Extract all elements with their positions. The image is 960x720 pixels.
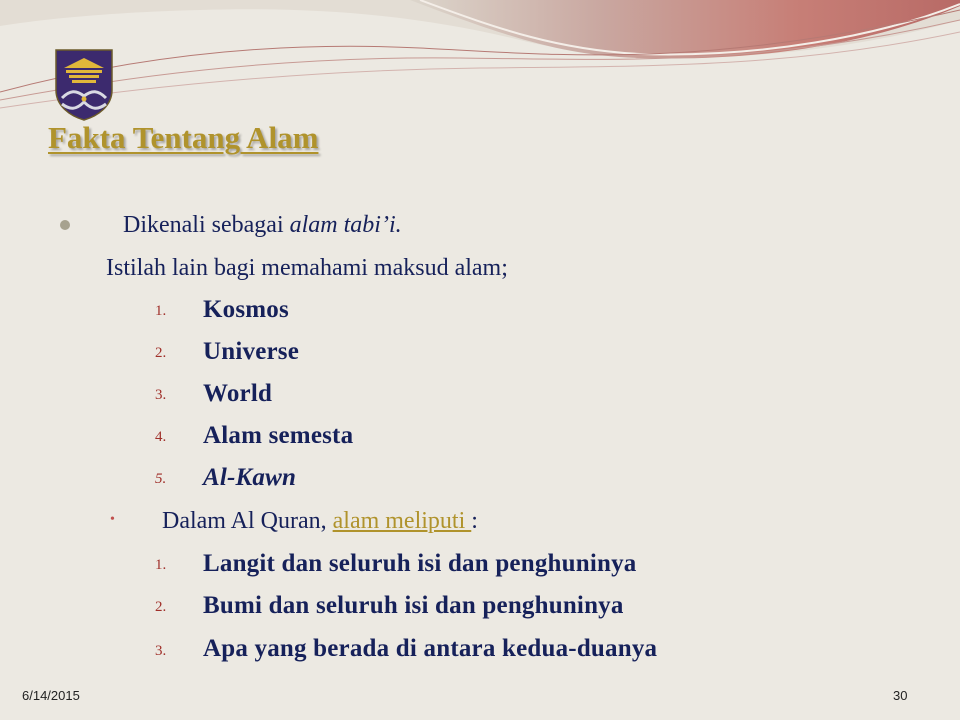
list-number: 4. [155,429,167,445]
list-number: 2. [155,345,167,361]
list-item: Kosmos [203,296,289,323]
subheading: Istilah lain bagi memahami maksud alam; [106,255,508,281]
quran-prefix: Dalam Al Quran, [162,508,333,534]
list-number: 1. [155,303,167,319]
list-number: 5. [155,471,167,487]
slide-title: Fakta Tentang Alam [48,120,319,155]
list-number: 3. [155,643,167,659]
bullet-icon: • [110,512,115,527]
list-item: Universe [203,338,300,365]
slide-number: 30 [893,688,908,703]
list-item: Bumi dan seluruh isi dan penghuninya [203,592,624,619]
list-item: World [203,380,273,407]
footer-date: 6/14/2015 [22,688,80,703]
list-item: Al-Kawn [203,464,297,491]
list-item: Apa yang berada di antara kedua-duanya [203,635,658,662]
definition-prefix: Dikenali sebagai [123,212,290,238]
list-number: 3. [155,387,167,403]
bullet-dot-icon [60,220,70,230]
bullet-quran [162,508,478,535]
list-item: Langit dan seluruh isi dan penghuninya [203,550,637,577]
bullet-definition [123,212,402,239]
alam-meliputi-link[interactable]: alam meliputi [332,508,472,534]
list-item: Alam semesta [203,422,354,449]
definition-term: alam tabi’i. [289,212,402,238]
quran-suffix: : [471,508,478,534]
list-number: 2. [155,599,167,615]
list-number: 1. [155,557,167,573]
